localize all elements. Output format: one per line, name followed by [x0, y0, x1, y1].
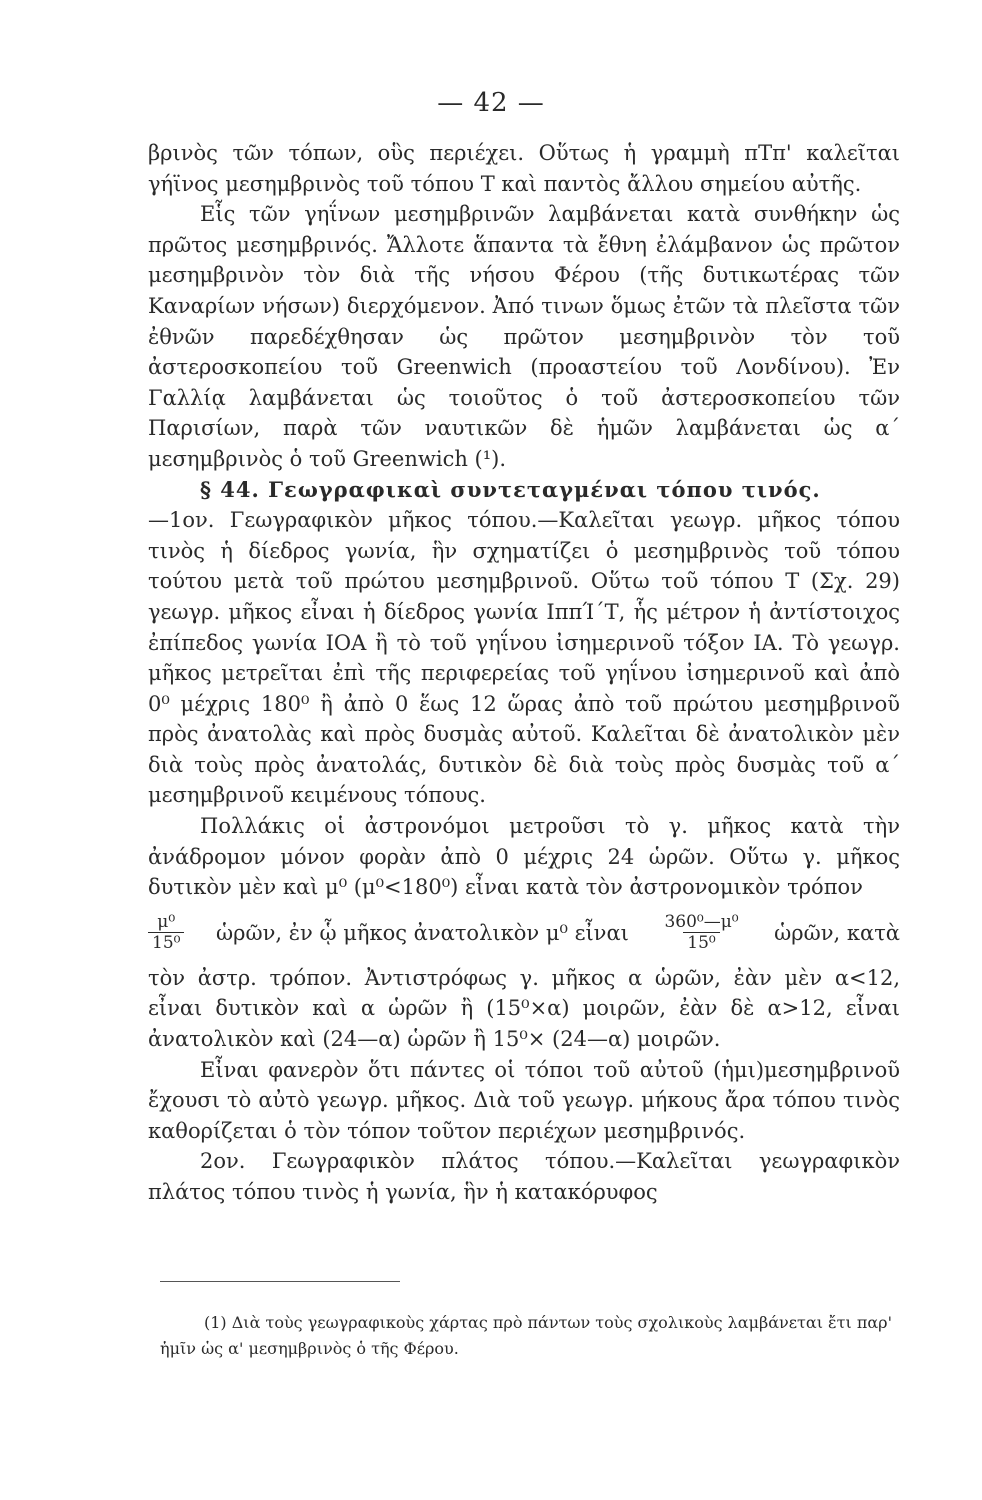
fraction-denominator: 15⁰ [148, 932, 184, 953]
paragraph-same-meridian: Εἶναι φανερὸν ὅτι πάντες οἱ τόποι τοῦ αὐτοῦ (ἡμι)μεσημβρινοῦ ἔχουσι τὸ αὐτὸ γεωγρ. μῆκος. Διὰ τοῦ γεωγρ. μήκους ἄρα τόπου τινὸς καθορίζεται ὁ τὸν τόπον τοῦτον περιέχων μεσημβρινός. [148, 1057, 900, 1143]
paragraph-conversion: τὸν ἀστρ. τρόπον. Ἀντιστρόφως γ. μῆκος α ὡρῶν, ἐὰν μὲν α<12, εἶναι δυτικὸν καὶ α ὡρῶν ἢ (15⁰×α) μοιρῶν, ἐὰν δὲ α>12, εἶναι ἀνατολικὸν καὶ (24—α) ὡρῶν ἢ 15⁰× (24—α) μοιρῶν. [148, 965, 900, 1052]
paragraph-meridian-definition: βρινὸς τῶν τόπων, οὓς περιέχει. Οὕτως ἡ γραμμὴ πΤπ' καλεῖται γήϊνος μεσημβρινὸς τοῦ τόπου Τ καὶ παντὸς ἄλλου σημείου αὐτῆς. [148, 141, 900, 196]
footnote-divider [160, 1281, 400, 1282]
fraction-numerator: 360⁰—μ⁰ [664, 912, 739, 933]
paragraph-astronomers: Πολλάκις οἱ ἀστρονόμοι μετροῦσι τὸ γ. μῆκος κατὰ τὴν ἀνάδρομον μόνον φορὰν ἀπὸ 0 μέχρις 24 ὡρῶν. Οὕτω γ. μῆκος δυτικὸν μὲν καὶ μ⁰ (μ⁰<180⁰) εἶναι κατὰ τὸν ἀστρονομικὸν τρόπον [148, 814, 900, 900]
fraction-denominator: 15⁰ [683, 932, 719, 953]
fraction-line-text-end: ὡρῶν, κατὰ [774, 920, 900, 945]
page-number: — 42 — [437, 88, 545, 118]
paragraph-latitude: 2ον. Γεωγραφικὸν πλάτος τόπου.—Καλεῖται γεωγραφικὸν πλάτος τόπου τινὸς ἡ γωνία, ἣν ἡ κατακόρυφος [148, 1149, 900, 1204]
fraction-line-text-middle: ὡρῶν, ἐν ᾧ μῆκος ἀνατολικὸν μ⁰ εἶναι [216, 920, 629, 945]
fraction-360-minus-mu-over-15 [660, 912, 742, 953]
fraction-line [148, 903, 900, 963]
paragraph-prime-meridian: Εἷς τῶν γηΐνων μεσημβρινῶν λαμβάνεται κατὰ συνθήκην ὡς πρῶτος μεσημβρινός. Ἄλλοτε ἅπαντα τὰ ἔθνη ἐλάμβανον ὡς πρῶτον μεσημβρινὸν τὸν διὰ τῆς νήσου Φέρου (τῆς δυτικωτέρας τῶν Καναρίων νήσων) διερχόμενον. Ἀπό τινων ὅμως ἐτῶν τὰ πλεῖστα τῶν ἐθνῶν παρεδέχθησαν ὡς πρῶτον μεσημβρινὸν τὸν τοῦ ἀστεροσκοπείου τοῦ Greenwich (προαστείου τοῦ Λονδίνου). Ἐν Γαλλίᾳ λαμβάνεται ὡς τοιοῦτος ὁ τοῦ ἀστεροσκοπείου τῶν Παρισίων, παρὰ τῶν ναυτικῶν δὲ ἡμῶν λαμβάνεται ὡς α΄ μεσημβρινὸς ὁ τοῦ Greenwich (¹). [148, 202, 900, 471]
fraction-mu-over-15 [148, 912, 184, 953]
section-heading-44: § 44. Γεωγραφικαὶ συντεταγμέναι τόπου τινός. [200, 476, 821, 502]
fraction-numerator: μ⁰ [157, 912, 176, 933]
main-text [148, 138, 900, 1208]
paragraph-longitude: —1ον. Γεωγραφικὸν μῆκος τόπου.—Καλεῖται γεωγρ. μῆκος τόπου τινὸς ἡ δίεδρος γωνία, ἣν σχηματίζει ὁ μεσημβρινὸς τοῦ τόπου τούτου μετὰ τοῦ πρώτου μεσημβρινοῦ. Οὕτω τοῦ τόπου Τ (Σχ. 29) γεωγρ. μῆκος εἶναι ἡ δίεδρος γωνία ΙππΊ΄Τ, ἧς μέτρον ἡ ἀντίστοιχος ἐπίπεδος γωνία ΙΟΑ ἢ τὸ τοῦ γηΐνου ἰσημερινοῦ τόξον ΙΑ. Τὸ γεωγρ. μῆκος μετρεῖται ἐπὶ τῆς περιφερείας τοῦ γηΐνου ἰσημερινοῦ καὶ ἀπὸ 0⁰ μέχρις 180⁰ ἢ ἀπὸ 0 ἕως 12 ὥρας ἀπὸ τοῦ πρώτου μεσημβρινοῦ πρὸς ἀνατολὰς καὶ πρὸς δυσμὰς αὐτοῦ. Καλεῖται δὲ ἀνατολικὸν μὲν διὰ τοὺς πρὸς ἀνατολάς, δυτικὸν δὲ διὰ τοὺς πρὸς δυσμὰς τοῦ α΄ μεσημβρινοῦ κειμένους τόπους. [148, 508, 900, 808]
footnote-text: (1) Διὰ τοὺς γεωγραφικοὺς χάρτας πρὸ πάντων τοὺς σχολικοὺς λαμβάνεται ἔτι παρ' ἡμῖν ὡς α' μεσημβρινὸς ὁ τῆς Φέρου. [160, 1313, 892, 1358]
footnote [160, 1310, 904, 1362]
